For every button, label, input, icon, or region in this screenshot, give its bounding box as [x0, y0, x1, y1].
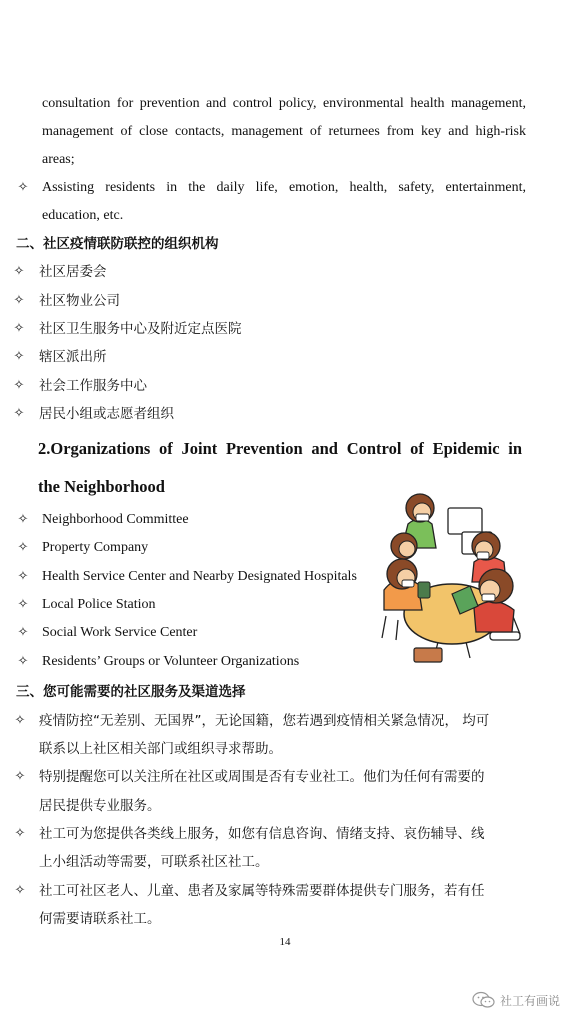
- section3-item-line-2: 上小组活动等需要，可联系社区社工。: [39, 854, 269, 870]
- section3-item-line-1: 社工可为您提供各类线上服务，如您有信息咨询、情绪支持、哀伤辅导、线: [39, 826, 485, 842]
- watermark-text: 社工有画说: [499, 993, 560, 1008]
- section2-en-item: Local Police Station: [42, 597, 156, 612]
- bullet-icon: ✧: [17, 569, 29, 584]
- bullet-icon: ✧: [17, 540, 29, 555]
- intro-line-3: areas;: [42, 152, 75, 167]
- section2-en-item: Residents’ Groups or Volunteer Organizations: [42, 654, 300, 669]
- section3-item-line-2: 居民提供专业服务。: [39, 798, 161, 814]
- section2-cn-item: 社区居委会: [39, 264, 107, 280]
- section2-cn-item: 居民小组或志愿者组织: [39, 406, 174, 422]
- bullet-icon: ✧: [13, 321, 25, 336]
- bullet-icon: ✧: [13, 349, 25, 364]
- bullet-icon: ✧: [17, 180, 29, 195]
- section2-cn-item: 社区物业公司: [39, 293, 120, 309]
- bullet-icon: ✧: [17, 512, 29, 527]
- bullet-icon: ✧: [14, 883, 26, 898]
- section3-item-line-2: 何需要请联系社工。: [39, 911, 161, 927]
- bullet-icon: ✧: [17, 654, 29, 669]
- bullet-icon: ✧: [13, 293, 25, 308]
- section2-en-heading-line1: 2.Organizations of Joint Prevention and Control of Epidemic in: [38, 439, 522, 458]
- intro-line-1: consultation for prevention and control policy, environmental health management,: [42, 96, 526, 111]
- section3-item-line-2: 联系以上社区相关部门或组织寻求帮助。: [39, 741, 282, 757]
- section2-en-item: Property Company: [42, 540, 149, 555]
- section2-en-heading-line2: the Neighborhood: [38, 477, 165, 496]
- section3-item-line-1: 疫情防控“无差别、无国界”，无论国籍，您若遇到疫情相关紧急情况， 均可: [39, 713, 490, 729]
- section2-en-item: Neighborhood Committee: [42, 512, 189, 527]
- bullet-icon: ✧: [17, 597, 29, 612]
- watermark: [472, 990, 560, 1010]
- bullet-icon: ✧: [13, 378, 25, 393]
- bullet-icon: ✧: [14, 826, 26, 841]
- bullet-icon: ✧: [13, 406, 25, 421]
- section2-cn-item: 社区卫生服务中心及附近定点医院: [39, 321, 242, 337]
- meeting-illustration: [378, 486, 526, 666]
- bullet-icon: ✧: [14, 769, 26, 784]
- page-number: 14: [279, 936, 291, 948]
- wechat-icon: [472, 991, 496, 1009]
- section3-item-line-1: 特别提醒您可以关注所在社区或周围是否有专业社工。他们为任何有需要的: [39, 769, 485, 785]
- intro-line-2: management of close contacts, management of returnees from key and high-risk: [42, 124, 526, 139]
- section2-en-item: Health Service Center and Nearby Designated Hospitals: [42, 569, 357, 584]
- section2-cn-item: 社会工作服务中心: [39, 378, 147, 394]
- section3-cn-heading: 三、您可能需要的社区服务及渠道选择: [16, 684, 246, 700]
- section2-cn-item: 辖区派出所: [39, 349, 107, 365]
- bullet-icon: ✧: [14, 713, 26, 728]
- bullet-icon: ✧: [17, 625, 29, 640]
- assist-line-1: Assisting residents in the daily life, emotion, health, safety, entertainment,: [42, 180, 526, 195]
- bullet-icon: ✧: [13, 264, 25, 279]
- section2-cn-heading: 二、社区疫情联防联控的组织机构: [16, 236, 219, 252]
- assist-line-2: education, etc.: [42, 208, 124, 223]
- section3-item-line-1: 社工可社区老人、儿童、患者及家属等特殊需要群体提供专门服务，若有任: [39, 883, 485, 899]
- section2-en-item: Social Work Service Center: [42, 625, 198, 640]
